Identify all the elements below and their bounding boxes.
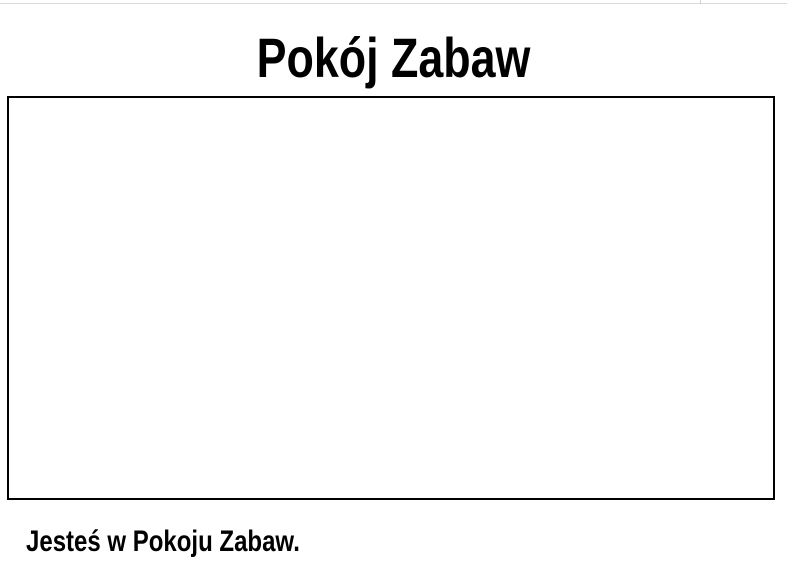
game-display-frame bbox=[7, 96, 775, 500]
top-divider bbox=[0, 3, 787, 4]
top-divider-tick bbox=[700, 0, 701, 4]
page-title: Pokój Zabaw bbox=[256, 26, 531, 89]
room-description: Jesteś w Pokoju Zabaw. bbox=[26, 525, 300, 558]
